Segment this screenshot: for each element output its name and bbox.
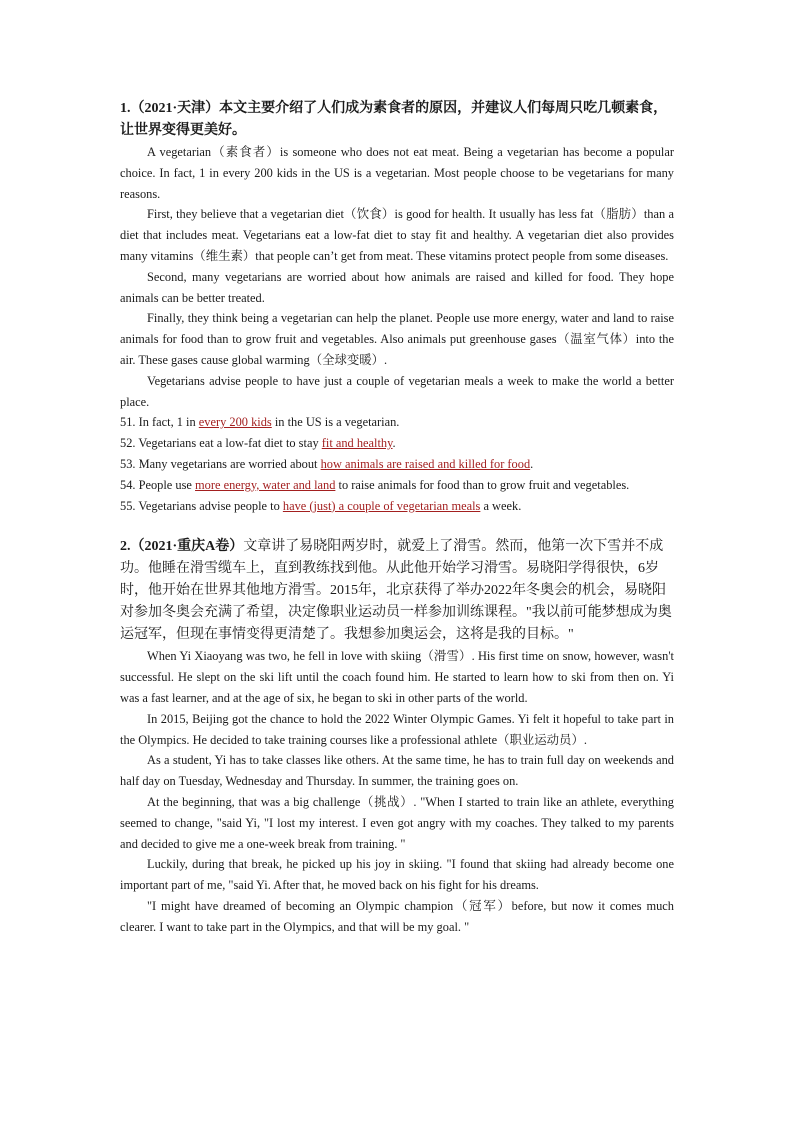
section1-heading bbox=[120, 98, 674, 142]
section1-paragraph: Vegetarians advise people to have just a couple of vegetarian meals a week to make the world a better place. bbox=[120, 373, 674, 409]
answer-text: every 200 kids bbox=[198, 415, 272, 430]
question-text: 55. Vegetarians advise people to bbox=[120, 498, 283, 513]
section2-heading-num: 2.（2021·重庆A卷） bbox=[120, 539, 244, 555]
section2-paragraph: In 2015, Beijing got the chance to hold the 2022 Winter Olympic Games. Yi felt it hopeful to take part in the Olympics. He decided to take training courses like a professional athlete（职业运动员）. bbox=[120, 711, 674, 747]
question-51 bbox=[120, 412, 674, 433]
section1-paragraph: A vegetarian（素食者）is someone who does not eat meat. Being a vegetarian has become a popular choice. In fact, 1 in every 200 kids in the US is a vegetarian. Most people choose to be vegetarians for many reasons. bbox=[120, 145, 674, 201]
section1-heading-num: 1.（2021·天津） bbox=[120, 101, 220, 116]
section2-paragraph: At the beginning, that was a big challenge（挑战）. "When I started to train like an athlete, everything seemed to change, "said Yi, "I lost my interest. I even got angry with my coaches. They talked to my parents and decided to give me a one-week break from training. " bbox=[120, 794, 674, 851]
question-text: 51. In fact, 1 in bbox=[120, 415, 199, 430]
question-text: a week. bbox=[480, 498, 522, 513]
answer-text: have (just) a couple of vegetarian meals bbox=[282, 498, 481, 513]
answer-text: more energy, water and land bbox=[195, 477, 336, 492]
document-page bbox=[120, 98, 674, 938]
question-text: 54. People use bbox=[120, 477, 196, 492]
section1-heading-text: 本文主要介绍了人们成为素食者的原因，并建议人们每周只吃几顿素食，让世界变得更美好。 bbox=[120, 101, 668, 138]
section2-paragraph: When Yi Xiaoyang was two, he fell in love with skiing（滑雪）. His first time on snow, however, wasn't successful. He slept on the ski lift until the coach found him. He started to learn how to ski from then on. Yi was a fast learner, and at the age of six, he began to ski in other parts of the world. bbox=[120, 649, 674, 705]
section2-heading-text: 文章讲了易晓阳两岁时，就爱上了滑雪。然而，他第一次下雪并不成功。他睡在滑雪缆车上，直到教练找到他。从此他开始学习滑雪。易晓阳学得很快，6岁时，他开始在世界其他地方滑雪。2015年，北京获得了举办2022年冬奥会的机会，易晓阳对参加冬奥会充满了希望，决定像职业运动员一样参加训练课程。"我以前可能梦想成为奥运冠军，但现在事情变得更清楚了。我想参加奥运会，这将是我的目标。" bbox=[120, 539, 672, 643]
question-text: in the US is a vegetarian. bbox=[271, 415, 400, 430]
question-54 bbox=[120, 475, 674, 496]
section1-paragraph: Finally, they think being a vegetarian can help the planet. People use more energy, water and land to raise animals for food than to grow fruit and vegetables. Also animals put greenhouse gases（温室气体）into the air. These gases cause global warming（全球变暖）. bbox=[120, 311, 674, 367]
question-text: to raise animals for food than to grow fruit and vegetables. bbox=[335, 477, 630, 492]
section1-paragraph: First, they believe that a vegetarian diet（饮食）is good for health. It usually has less fat（脂肪）than a diet that includes meat. Vegetarians eat a low-fat diet to stay fit and healthy. A vegetarian diet also provides many vitamins（维生素）that people can’t get from meat. These vitamins protect people from some diseases. bbox=[120, 207, 674, 263]
question-text: 53. Many vegetarians are worried about bbox=[120, 456, 321, 471]
question-53 bbox=[120, 454, 674, 475]
section2-paragraph: As a student, Yi has to take classes like others. At the same time, he has to train full day on weekends and half day on Tuesday, Wednesday and Thursday. In summer, the training goes on. bbox=[120, 753, 674, 789]
question-55 bbox=[120, 496, 674, 517]
question-text: . bbox=[392, 436, 396, 451]
answer-text: how animals are raised and killed for food bbox=[320, 456, 531, 471]
section2-heading bbox=[120, 536, 674, 646]
question-text: 52. Vegetarians eat a low-fat diet to stay bbox=[120, 436, 322, 451]
answer-text: fit and healthy bbox=[321, 436, 393, 451]
section1-paragraph: Second, many vegetarians are worried about how animals are raised and killed for food. They hope animals can be better treated. bbox=[120, 269, 674, 305]
question-text: . bbox=[530, 456, 534, 471]
question-52 bbox=[120, 433, 674, 454]
section2-paragraph: "I might have dreamed of becoming an Olympic champion（冠军）before, but now it comes much clearer. I want to take part in the Olympics, and that will be my goal. " bbox=[120, 898, 674, 934]
section-spacer bbox=[120, 516, 674, 536]
section2-paragraph: Luckily, during that break, he picked up his joy in skiing. "I found that skiing had already become one important part of me, "said Yi. After that, he moved back on his fight for his dreams. bbox=[120, 857, 674, 893]
